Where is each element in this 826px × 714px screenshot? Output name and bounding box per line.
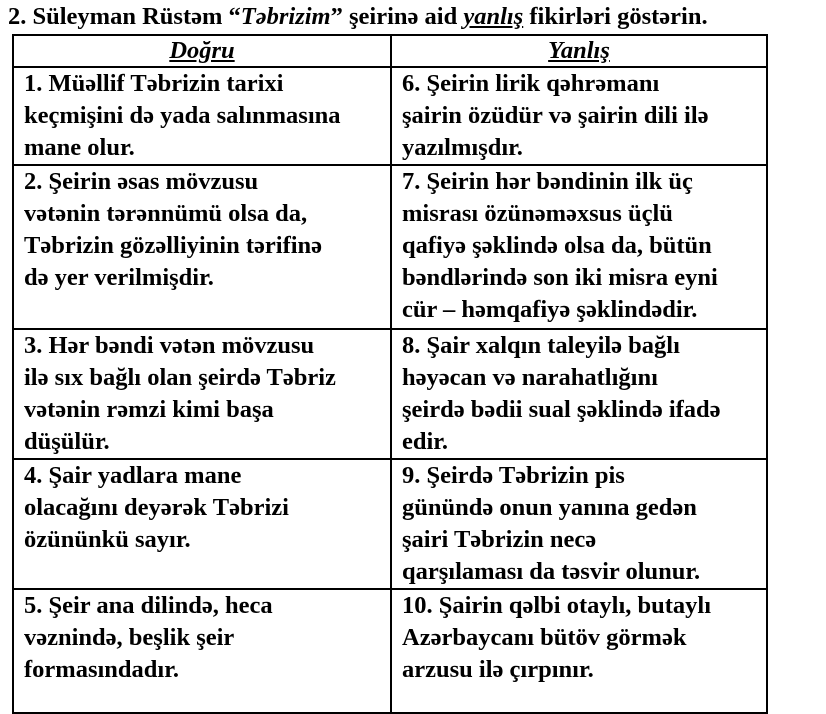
statement-cell bbox=[391, 329, 767, 459]
statement-cell bbox=[391, 67, 767, 165]
statement-10: 10. Şairin qəlbi otaylı, butaylı Azərbaycanı bütöv görmək arzusu ilə çırpınır. bbox=[402, 592, 712, 683]
statement-5: 5. Şeir ana dilində, heca vəznində, beşlik şeir formasındadır. bbox=[24, 592, 273, 683]
statement-cell bbox=[13, 165, 391, 329]
statement-cell bbox=[13, 67, 391, 165]
statement-cell bbox=[391, 165, 767, 329]
statement-1: 1. Müəllif Təbrizin tarixi keçmişini də yada salınmasına mane olur. bbox=[24, 70, 341, 161]
question-title bbox=[8, 2, 824, 32]
statement-8: 8. Şair xalqın taleyilə bağlı həyəcan və narahatlığını şeirdə bədii sual şəklində ifadə edir. bbox=[402, 332, 721, 455]
statement-6: 6. Şeirin lirik qəhrəmanı şairin özüdür və şairin dili ilə yazılmışdır. bbox=[402, 70, 709, 161]
answer-table bbox=[12, 34, 768, 714]
statement-cell bbox=[13, 459, 391, 589]
statement-cell bbox=[391, 459, 767, 589]
statement-4: 4. Şair yadlara mane olacağını deyərək Təbrizi özününkü sayır. bbox=[24, 462, 289, 553]
header-dogru: Doğru bbox=[13, 35, 391, 67]
question-middle: ” şeirinə aid bbox=[330, 3, 464, 30]
table-row bbox=[13, 67, 767, 165]
statement-cell bbox=[13, 329, 391, 459]
statement-2: 2. Şeirin əsas mövzusu vətənin tərənnümü olsa da, Təbrizin gözəlliyinin tərifinə də yer verilmişdir. bbox=[24, 168, 323, 291]
table-row bbox=[13, 165, 767, 329]
table-row bbox=[13, 459, 767, 589]
table-header-row bbox=[13, 35, 767, 67]
poem-title: Təbrizim bbox=[240, 3, 331, 30]
statement-cell bbox=[391, 589, 767, 713]
question-prefix: 2. Süleyman Rüstəm “ bbox=[8, 3, 241, 30]
header-yanlis: Yanlış bbox=[391, 35, 767, 67]
question-keyword: yanlış bbox=[463, 3, 524, 30]
statement-cell bbox=[13, 589, 391, 713]
statement-7: 7. Şeirin hər bəndinin ilk üç misrası özünəməxsus üçlü qafiyə şəklində olsa da, bütün bəndlərində son iki misra eyni cür – həmqafiyə şəklindədir. bbox=[402, 168, 718, 323]
statement-3: 3. Hər bəndi vətən mövzusu ilə sıx bağlı olan şeirdə Təbriz vətənin rəmzi kimi başa düşülür. bbox=[24, 332, 336, 455]
table-row bbox=[13, 589, 767, 713]
statement-9: 9. Şeirdə Təbrizin pis günündə onun yanına gedən şairi Təbrizin necə qarşılaması da təsvir olunur. bbox=[402, 462, 701, 585]
table-row bbox=[13, 329, 767, 459]
question-suffix: fikirləri göstərin. bbox=[523, 3, 708, 30]
